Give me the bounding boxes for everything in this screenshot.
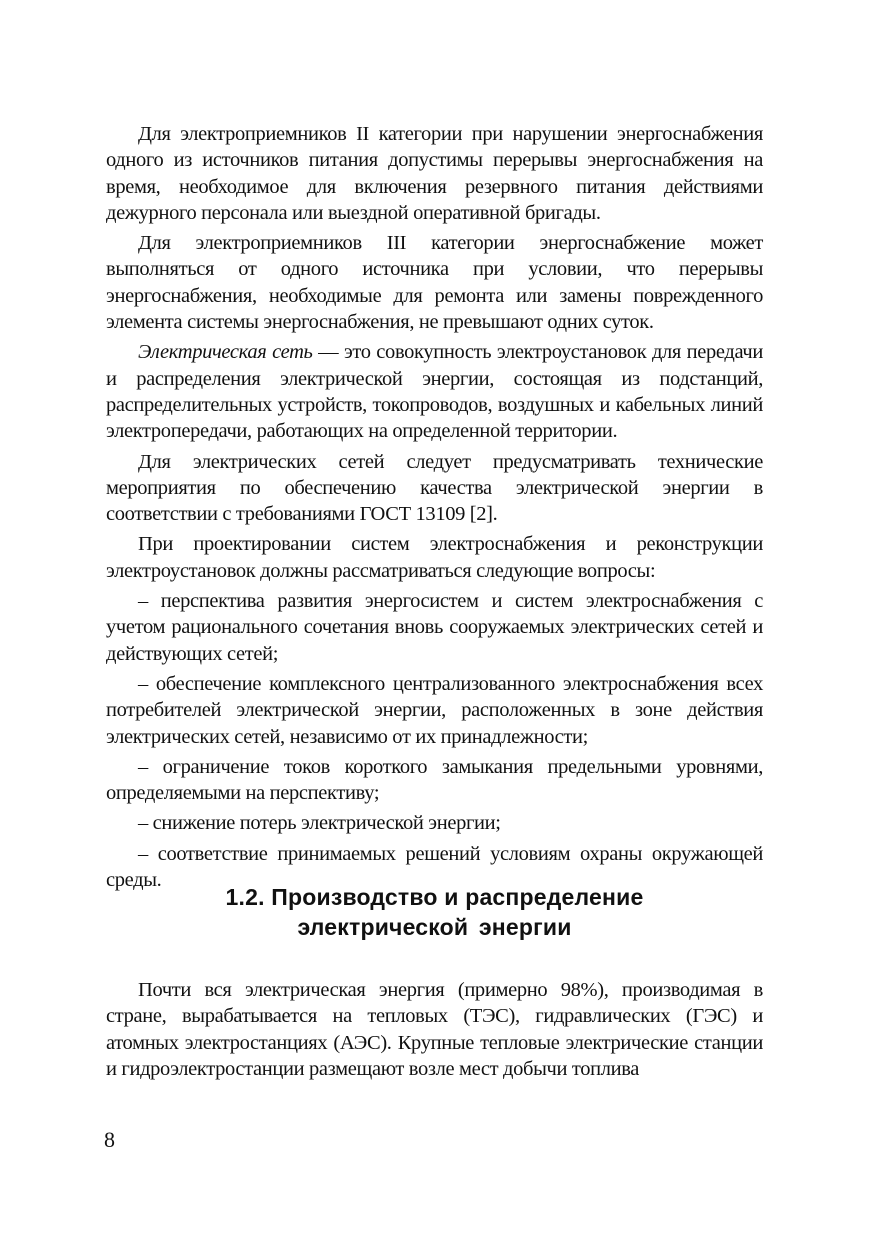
body-text-top [106, 121, 763, 897]
list-item-short-circuit-limits: – ограничение токов короткого замыкания предельными уровнями, определяемыми на перспективу; [106, 755, 763, 805]
paragraph-quality-measures: Для электрических сетей следует предусматривать технические мероприятия по обеспечению качества электрической энергии в соответствии с требованиями ГОСТ 13109 [2]. [106, 450, 763, 526]
section-heading-line1: 1.2. Производство и распределение [225, 884, 644, 910]
section-heading-line2: электрической энергии [297, 914, 572, 940]
paragraph-energy-production: Почти вся электрическая энергия (примерно 98%), производимая в стране, вырабатывается на тепловых (ТЭС), гидравлических (ГЭС) и атомных электростанциях (АЭС). Крупные тепловые электрические станции и гидроэлектростанции размещают возле мест добычи топлива [106, 979, 763, 1080]
definition-text: — это совокупность электроустановок для передачи и распределения электрической энергии, состоящая из подстанций, распределительных устройств, токопроводов, воздушных и кабельных линий электропередачи, работающих на определенной территории. [106, 341, 763, 443]
paragraph-category-3: Для электроприемников III категории энергоснабжение может выполняться от одного источника при условии, что перерывы энергоснабжения, необходимые для ремонта или замены поврежденного элемента системы энергоснабжения, не превышают одних суток. [106, 232, 763, 334]
paragraph-design-questions: При проектировании систем электроснабжения и реконструкции электроустановок должны рассматриваться следующие вопросы: [106, 533, 763, 582]
list-item-perspective: – перспектива развития энергосистем и систем электроснабжения с учетом рационального сочетания вновь сооружаемых электрических сетей и действующих сетей; [106, 590, 763, 665]
defined-term: Электрическая сеть [138, 341, 313, 364]
list-item-environment: – соответствие принимаемых решений условиям охраны окружающей среды. [106, 842, 763, 892]
list-item-loss-reduction: – снижение потерь электрической энергии; [138, 812, 501, 835]
body-text-bottom [106, 977, 763, 1086]
paragraph-electric-network-definition [106, 339, 763, 444]
paragraph-category-2: Для электроприемников II категории при нарушении энергоснабжения одного из источников питания допустимы перерывы энергоснабжения на время, необходимое для включения резервного питания действиями дежурного персонала или выездной оперативной бригады. [106, 123, 763, 224]
page-number: 8 [104, 1127, 115, 1152]
list-item-centralized-supply: – обеспечение комплексного централизованного электроснабжения всех потребителей электрической энергии, расположенных в зоне действия электрических сетей, независимо от их принадлежности; [106, 672, 763, 748]
section-heading [106, 882, 763, 942]
